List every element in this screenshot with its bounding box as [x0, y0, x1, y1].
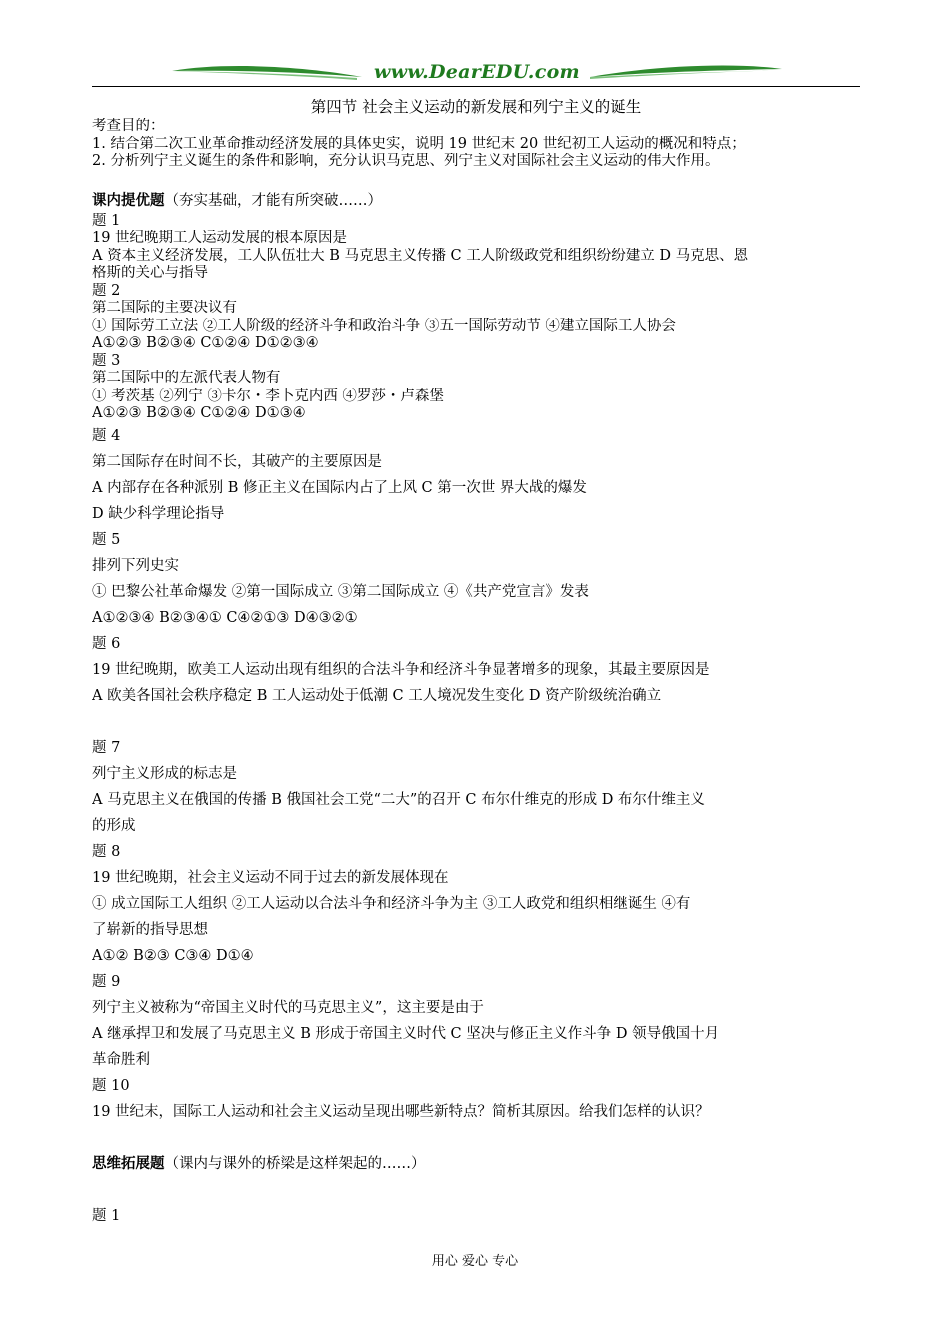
- question-label: 题 1: [92, 212, 121, 229]
- spacer: [92, 709, 860, 735]
- question-items: ① 巴黎公社革命爆发 ②第一国际成立 ③第二国际成立 ④《共产党宣言》发表: [92, 583, 589, 600]
- question-options: A①②③ B②③④ C①②④ D①②③④: [92, 335, 319, 351]
- question-options: A 欧美各国社会秩序稳定 B 工人运动处于低潮 C 工人境况发生变化 D 资产阶级统治确立: [92, 687, 662, 704]
- question-options: A 继承捍卫和发展了马克思主义 B 形成于帝国主义时代 C 坚决与修正主义作斗争 D 领导俄国十月: [92, 1025, 720, 1042]
- question-label: 题 8: [92, 843, 121, 860]
- page-title: 第四节 社会主义运动的新发展和列宁主义的诞生: [310, 98, 642, 116]
- objectives-heading: 考查目的：: [92, 118, 165, 134]
- section-title: 思维拓展题: [92, 1154, 165, 1172]
- question-options: A 马克思主义在俄国的传播 B 俄国社会工党“二大”的召开 C 布尔什维克的形成 D 布尔什维主义: [92, 791, 705, 808]
- question-stem: 第二国际中的左派代表人物有: [92, 370, 281, 386]
- section-subtitle: （课内与课外的桥梁是这样架起的……）: [164, 1155, 426, 1172]
- question-stem: 列宁主义被称为“帝国主义时代的马克思主义”，这主要是由于: [92, 999, 484, 1016]
- question-label: 题 2: [92, 282, 121, 299]
- objective-item: 2. 分析列宁主义诞生的条件和影响，充分认识马克思、列宁主义对国际社会主义运动的伟大作用。: [92, 153, 720, 169]
- spacer: [92, 1125, 860, 1151]
- question-label: 题 10: [92, 1077, 130, 1094]
- question-label: 题 4: [92, 427, 121, 444]
- spacer: [92, 171, 860, 189]
- question-items: ① 国际劳工立法 ②工人阶级的经济斗争和政治斗争 ③五一国际劳动节 ④建立国际工人协会: [92, 317, 676, 334]
- question-options: A①②③④ B②③④① C④②①③ D④③②①: [92, 609, 358, 626]
- question-items: ① 考茨基 ②列宁 ③卡尔・李卜克内西 ④罗莎・卢森堡: [92, 387, 444, 404]
- question-stem: 排列下列史实: [92, 557, 179, 574]
- question-label: 题 6: [92, 635, 121, 652]
- site-logo-text[interactable]: www.DearEDU.com: [374, 61, 580, 83]
- question-options: A 资本主义经济发展，工人队伍壮大 B 马克思主义传播 C 工人阶级政党和组织纷纷建立 D 马克思、恩: [92, 247, 749, 264]
- question-options-cont: 格斯的关心与指导: [92, 265, 208, 281]
- question-options-cont: 革命胜利: [92, 1051, 150, 1068]
- section-heading: [92, 1151, 860, 1177]
- question-options: A 内部存在各种派别 B 修正主义在国际内占了上风 C 第一次世 界大战的爆发: [92, 479, 587, 496]
- page-header: [92, 60, 860, 90]
- question-options: A①②③ B②③④ C①②④ D①③④: [92, 405, 306, 421]
- spacer: [92, 1177, 860, 1203]
- section-heading: [92, 189, 860, 213]
- question-stem: 19 世纪晚期工人运动发展的根本原因是: [92, 230, 348, 246]
- question-label: 题 5: [92, 531, 121, 548]
- question-options-cont: 的形成: [92, 817, 136, 834]
- question-options: A①② B②③ C③④ D①④: [92, 947, 254, 964]
- question-stem: 列宁主义形成的标志是: [92, 765, 237, 782]
- question-label: 题 9: [92, 973, 121, 990]
- page-footer: 用心 爱心 专心: [431, 1254, 519, 1269]
- question-stem: 第二国际的主要决议有: [92, 300, 237, 316]
- objective-item: 1. 结合第二次工业革命推动经济发展的具体史实，说明 19 世纪末 20 世纪初工人运动的概况和特点；: [92, 135, 746, 152]
- section-subtitle: （夯实基础，才能有所突破……）: [164, 192, 382, 209]
- document-body: [92, 96, 860, 1229]
- question-options-cont: D 缺少科学理论指导: [92, 505, 225, 522]
- question-items: ① 成立国际工人组织 ②工人运动以合法斗争和经济斗争为主 ③工人政党和组织相继诞生 ④有: [92, 895, 691, 912]
- question-stem: 19 世纪晚期，欧美工人运动出现有组织的合法斗争和经济斗争显著增多的现象，其最主要原因是: [92, 661, 710, 678]
- question-items-cont: 了崭新的指导思想: [92, 921, 208, 938]
- question-label: 题 3: [92, 352, 121, 369]
- question-label: 题 7: [92, 739, 121, 756]
- question-stem: 第二国际存在时间不长，其破产的主要原因是: [92, 453, 382, 470]
- question-label: 题 1: [92, 1207, 121, 1224]
- question-stem: 19 世纪晚期，社会主义运动不同于过去的新发展体现在: [92, 869, 449, 886]
- question-stem: 19 世纪末，国际工人运动和社会主义运动呈现出哪些新特点？简析其原因。给我们怎样的认识？: [92, 1103, 710, 1120]
- section-title: 课内提优题: [92, 191, 165, 209]
- header-rule: [92, 86, 860, 87]
